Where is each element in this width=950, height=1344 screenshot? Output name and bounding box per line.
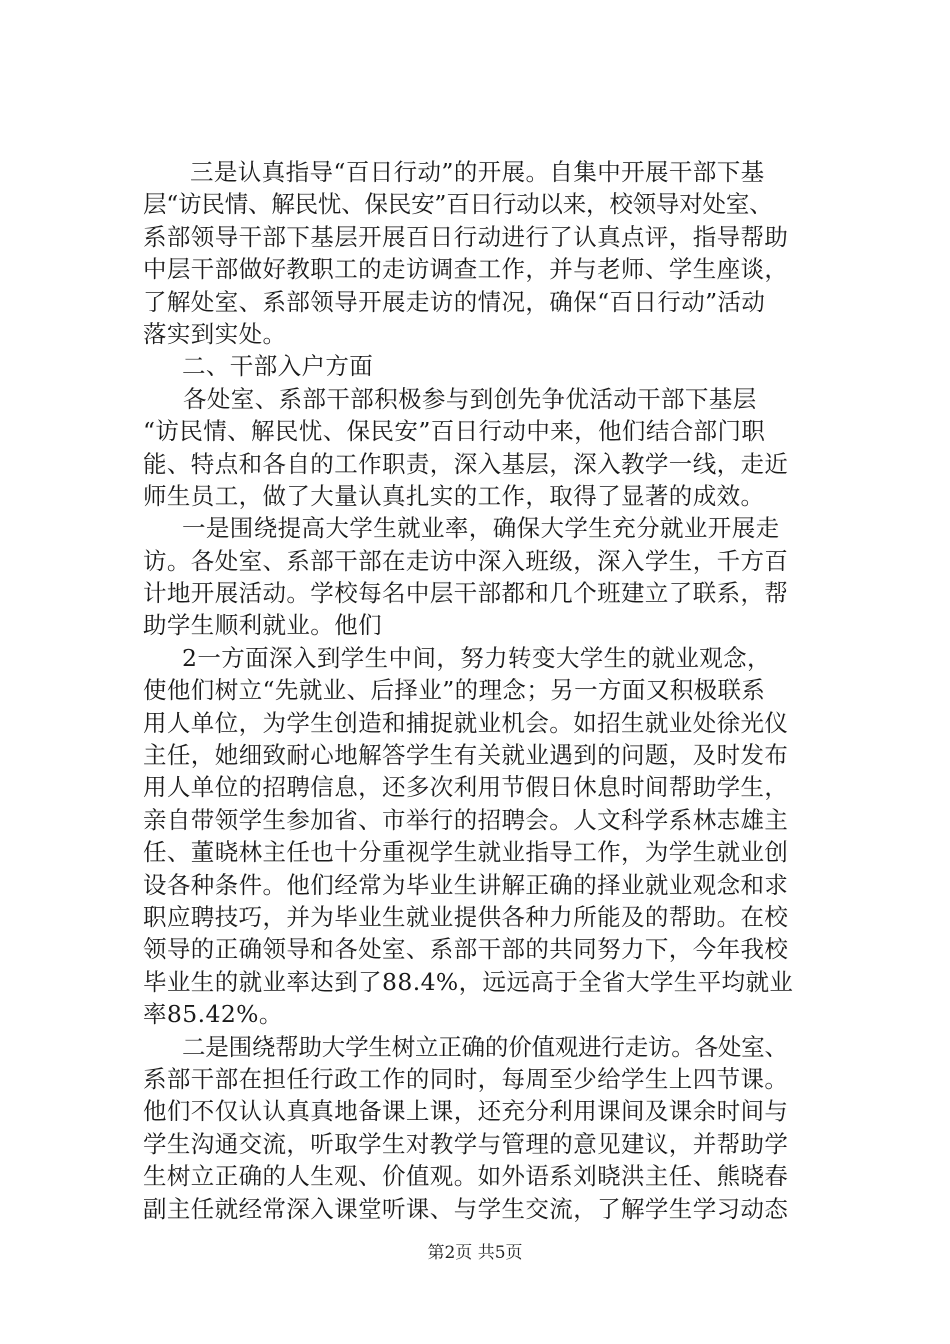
section-heading: 二、干部入户方面: [182, 352, 374, 381]
page-footer: 第2页 共5页: [427, 1243, 523, 1263]
text-line: 副主任就经常深入课堂听课、与学生交流，了解学生学习动态: [143, 1194, 789, 1223]
text-line: 了解处室、系部领导开展走访的情况，确保“百日行动”活动: [143, 287, 766, 316]
text-line: 他们不仅认认真真地备课上课，还充分利用课间及课余时间与: [143, 1097, 789, 1126]
text-line: 一是围绕提高大学生就业率，确保大学生充分就业开展走: [182, 514, 780, 543]
text-line: 中层干部做好教职工的走访调查工作，并与老师、学生座谈，: [143, 255, 789, 284]
text-line: 助学生顺利就业。他们: [143, 611, 382, 640]
text-line: 设各种条件。他们经常为毕业生讲解正确的择业就业观念和求: [143, 870, 789, 899]
text-line: 领导的正确领导和各处室、系部干部的共同努力下，今年我校: [143, 935, 789, 964]
text-line: 三是认真指导“百日行动”的开展。自集中开展干部下基: [190, 158, 765, 186]
text-line: 层“访民情、解民忧、保民安”百日行动以来，校领导对处室、: [143, 190, 773, 219]
text-line: 能、特点和各自的工作职责，深入基层，深入教学一线，走近: [143, 449, 789, 478]
text-line: 各处室、系部干部积极参与到创先争优活动干部下基层: [183, 384, 757, 413]
text-line: 访。各处室、系部干部在走访中深入班级，深入学生，千方百: [143, 546, 789, 575]
text-line: 计地开展活动。学校每名中层干部都和几个班建立了联系，帮: [143, 579, 789, 608]
text-line: “访民情、解民忧、保民安”百日行动中来，他们结合部门职: [143, 417, 766, 446]
text-line: 率85.42%。: [143, 1000, 283, 1029]
text-line: 用人单位，为学生创造和捕捉就业机会。如招生就业处徐光仪: [143, 708, 789, 737]
text-line: 毕业生的就业率达到了88.4%，远远高于全省大学生平均就业: [143, 967, 794, 996]
text-line: 师生员工，做了大量认真扎实的工作，取得了显著的成效。: [143, 481, 765, 510]
text-line: 2一方面深入到学生中间，努力转变大学生的就业观念，: [182, 643, 771, 672]
text-line: 学生沟通交流，听取学生对教学与管理的意见建议，并帮助学: [143, 1129, 789, 1158]
text-line: 系部领导干部下基层开展百日行动进行了认真点评，指导帮助: [143, 222, 789, 251]
text-line: 生树立正确的人生观、价值观。如外语系刘晓洪主任、熊晓春: [143, 1162, 789, 1191]
text-line: 二是围绕帮助大学生树立正确的价值观进行走访。各处室、: [182, 1032, 788, 1061]
text-line: 落实到实处。: [143, 319, 287, 348]
text-line: 系部干部在担任行政工作的同时，每周至少给学生上四节课。: [143, 1064, 789, 1093]
text-line: 主任，她细致耐心地解答学生有关就业遇到的问题，及时发布: [143, 741, 789, 770]
text-line: 使他们树立“先就业、后择业”的理念；另一方面又积极联系: [143, 676, 766, 705]
text-line: 职应聘技巧，并为毕业生就业提供各种力所能及的帮助。在校: [143, 902, 789, 931]
document-body: [143, 156, 843, 1225]
text-line: 亲自带领学生参加省、市举行的招聘会。人文科学系林志雄主: [143, 805, 789, 834]
text-line: 任、董晓林主任也十分重视学生就业指导工作，为学生就业创: [143, 838, 789, 867]
text-line: 用人单位的招聘信息，还多次利用节假日休息时间帮助学生，: [143, 773, 789, 802]
